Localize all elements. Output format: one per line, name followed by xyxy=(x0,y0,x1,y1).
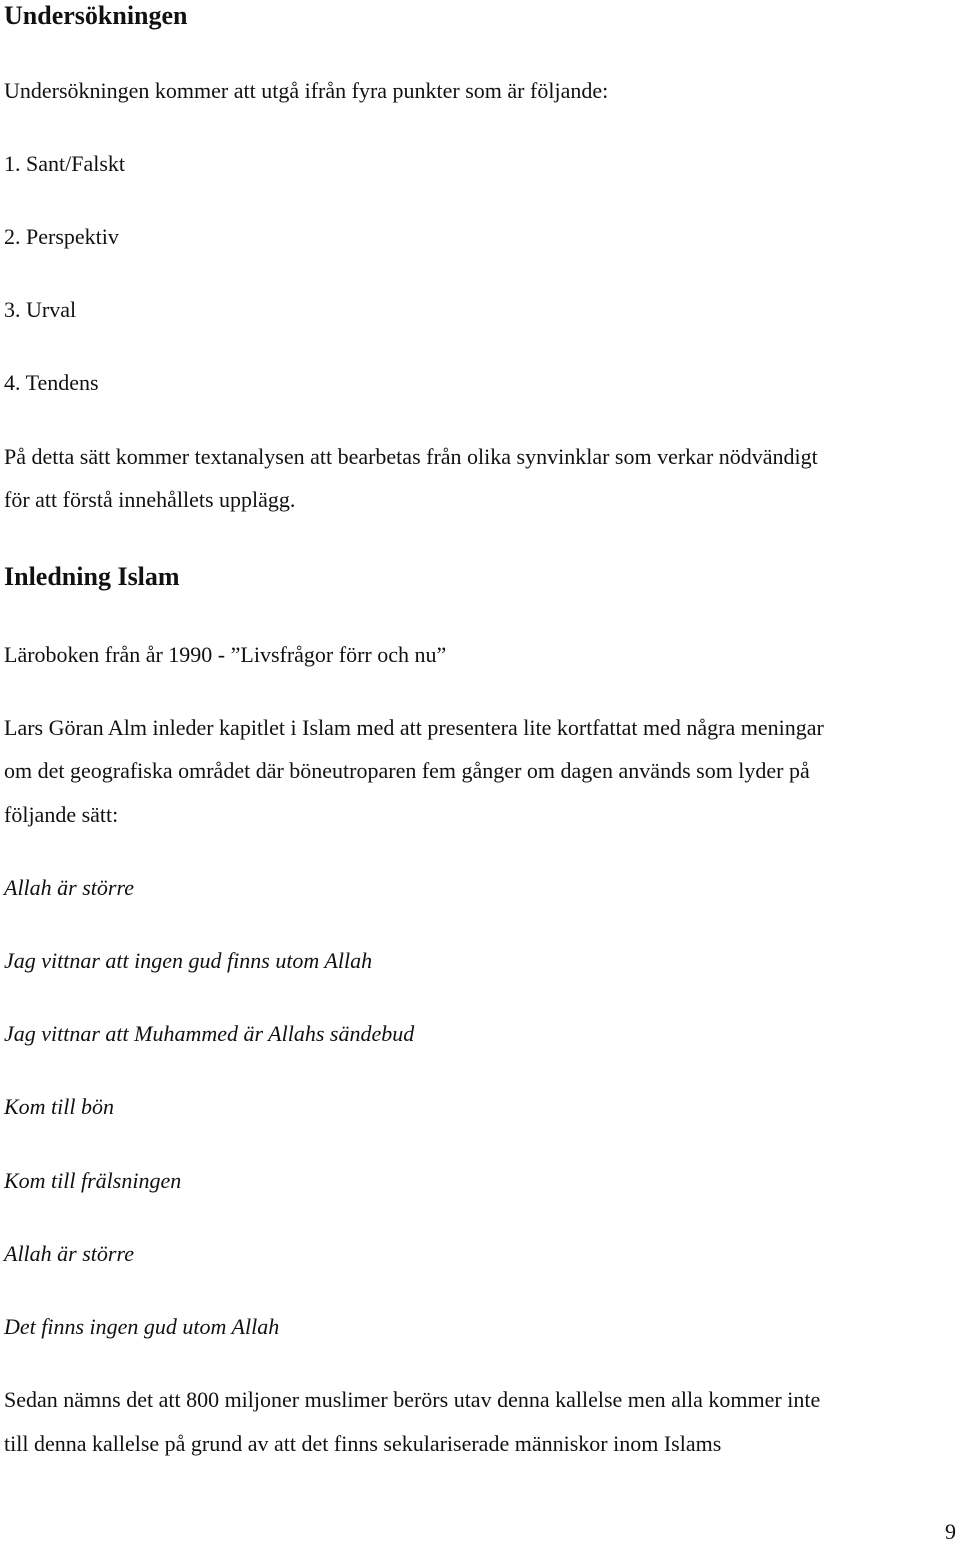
quote-line-4: Kom till bön xyxy=(4,1094,115,1119)
page-number: 9 xyxy=(945,1519,956,1544)
quote-line-7: Det finns ingen gud utom Allah xyxy=(4,1314,280,1339)
section-heading-inledning-islam: Inledning Islam xyxy=(4,562,180,591)
list-item-point-3: 3. Urval xyxy=(4,297,77,322)
intro-text: Undersökningen kommer att utgå ifrån fyra punkter som är följande: xyxy=(4,78,609,103)
quote-line-6: Allah är större xyxy=(4,1241,134,1266)
list-item-point-4: 4. Tendens xyxy=(4,370,99,395)
closing-line-1: Sedan nämns det att 800 miljoner muslimer berörs utav denna kallelse men alla kommer inte xyxy=(4,1387,821,1412)
outro-line-2: för att förstå innehållets upplägg. xyxy=(4,487,296,512)
quote-line-5: Kom till frälsningen xyxy=(4,1168,182,1193)
paragraph-line-3: följande sätt: xyxy=(4,802,119,827)
quote-line-1: Allah är större xyxy=(4,875,134,900)
closing-line-2: till denna kallelse på grund av att det finns sekulariserade människor inom Islams xyxy=(4,1431,722,1456)
list-item-point-2: 2. Perspektiv xyxy=(4,224,119,249)
paragraph-line-2: om det geografiska området där böneutroparen fem gånger om dagen används som lyder på xyxy=(4,758,810,783)
book-reference: Läroboken från år 1990 - ”Livsfrågor förr och nu” xyxy=(4,642,447,667)
section-heading-undersokningen: Undersökningen xyxy=(4,1,188,30)
quote-line-2: Jag vittnar att ingen gud finns utom Allah xyxy=(4,948,373,973)
list-item-point-1: 1. Sant/Falskt xyxy=(4,151,126,176)
quote-line-3: Jag vittnar att Muhammed är Allahs sändebud xyxy=(4,1021,415,1046)
paragraph-line-1: Lars Göran Alm inleder kapitlet i Islam med att presentera lite kortfattat med några meningar xyxy=(4,715,824,740)
outro-line-1: På detta sätt kommer textanalysen att bearbetas från olika synvinklar som verkar nödvändigt xyxy=(4,444,818,469)
